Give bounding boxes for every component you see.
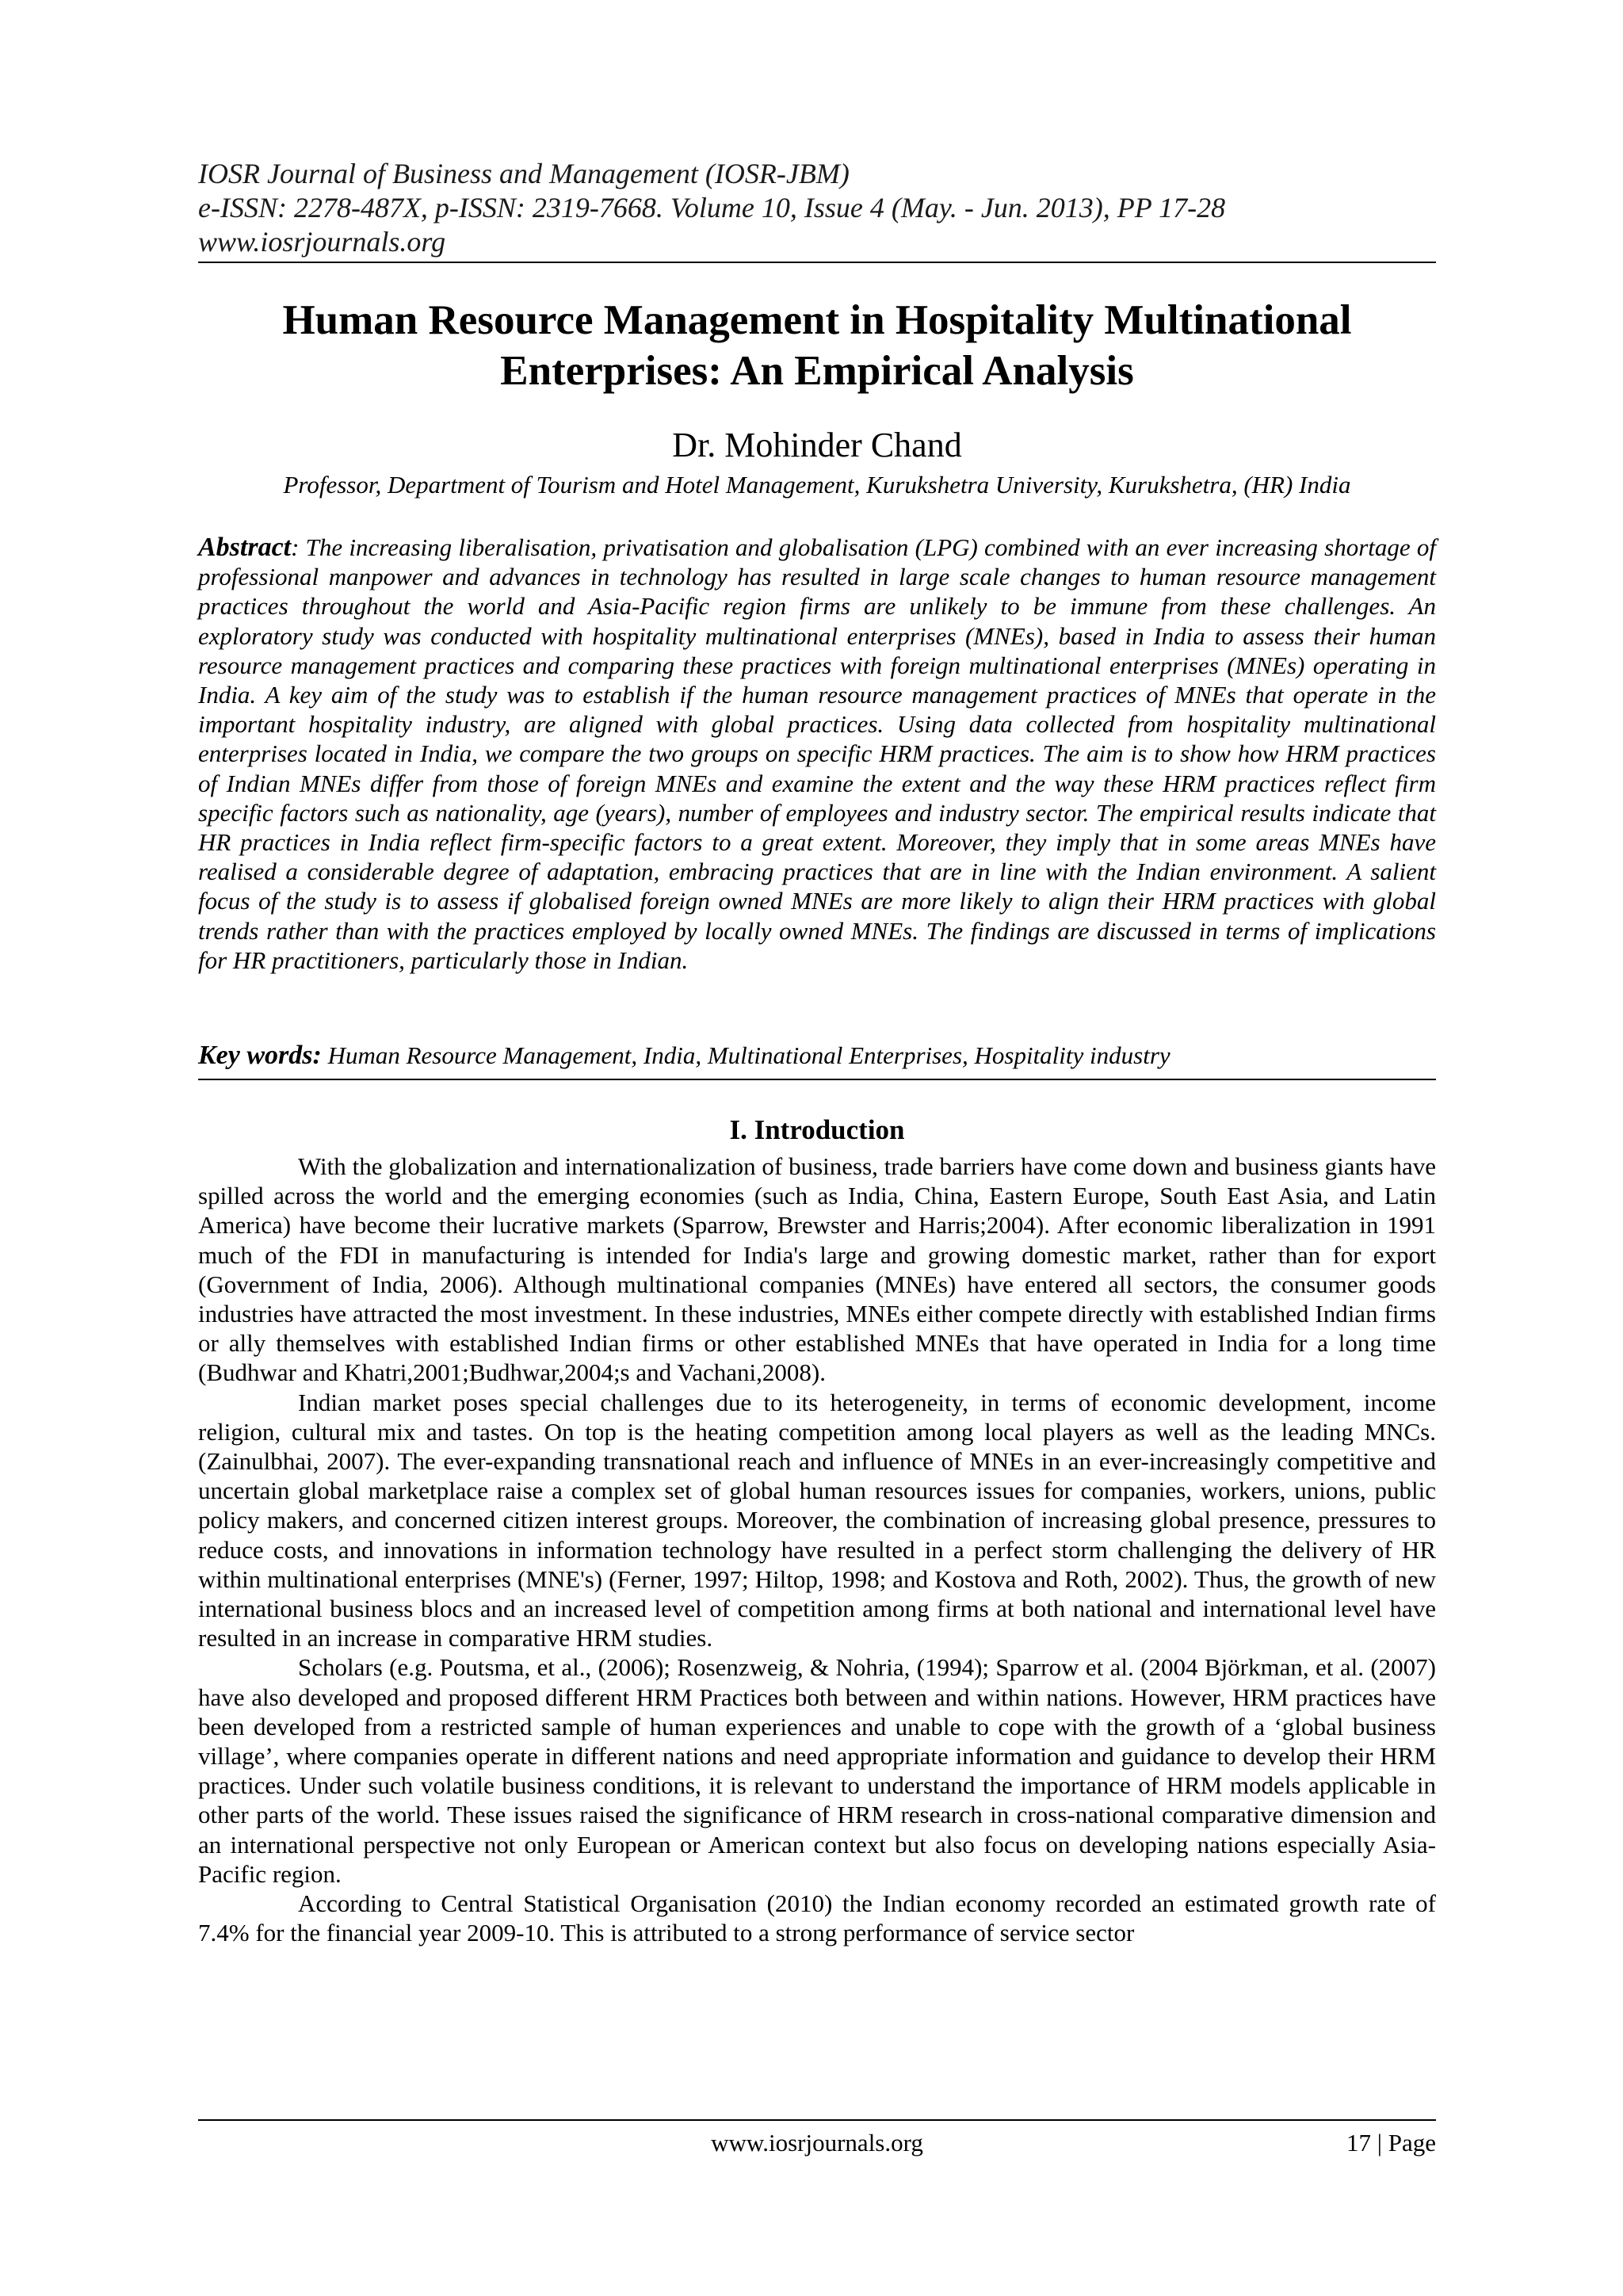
section-heading-introduction: I. Introduction <box>729 1114 905 1145</box>
journal-name: IOSR Journal of Business and Management (IOSR-JBM) <box>198 158 850 189</box>
paper-page <box>198 0 1436 2296</box>
paragraph: According to Central Statistical Organisation (2010) the Indian economy recorded an estimated growth rate of 7.4% for the financial year 2009-10. This is attributed to a strong performance of service sector <box>198 1889 1436 1947</box>
abstract-text: : The increasing liberalisation, privatisation and globalisation (LPG) combined with an ever increasing shortage of professional manpower and advances in technology has resulted in large scale changes to human resource management practices throughout the world and Asia-Pacific region firms are unlikely to be immune from these challenges. An exploratory study was conducted with hospitality multinational enterprises (MNEs), based in India to assess their human resource management practices and comparing these practices with foreign multinational enterprises (MNEs) operating in India. A key aim of the study was to establish if the human resource management practices of MNEs that operate in the important hospitality industry, are aligned with global practices. Using data collected from hospitality multinational enterprises located in India, we compare the two groups on specific HRM practices. The aim is to show how HRM practices of Indian MNEs differ from those of foreign MNEs and examine the extent and the way these HRM practices reflect firm specific factors such as nationality, age (years), number of employees and industry sector. The empirical results indicate that HR practices in India reflect firm-specific factors to a great extent. Moreover, they imply that in some areas MNEs have realised a considerable degree of adaptation, embracing practices that are in line with the Indian environment. A salient focus of the study is to assess if globalised foreign owned MNEs are more likely to align their HRM practices with global trends rather than with the practices employed by locally owned MNEs. The findings are discussed in terms of implications for HR practitioners, particularly those in Indian. <box>198 533 1436 974</box>
journal-website: www.iosrjournals.org <box>198 226 446 258</box>
page-footer <box>198 2127 1436 2159</box>
paper-title <box>198 295 1436 396</box>
journal-header <box>198 157 1436 259</box>
abstract-label: Abstract <box>198 533 292 562</box>
keywords <box>198 1040 1436 1072</box>
keywords-label: Key words: <box>198 1041 322 1070</box>
author-name: Dr. Mohinder Chand <box>672 426 962 464</box>
journal-issn: e-ISSN: 2278-487X, p-ISSN: 2319-7668. Volume 10, Issue 4 (May. - Jun. 2013), PP 17-28 <box>198 192 1226 223</box>
abstract <box>198 533 1436 975</box>
paragraph: Scholars (e.g. Poutsma, et al., (2006); Rosenzweig, & Nohria, (1994); Sparrow et al. (2004 Björkman, et al. (2007) have also developed and proposed different HRM Practices both between and within nations. However, HRM practices have been developed from a restricted sample of human experiences and unable to cope with the growth of a ‘global business village’, where companies operate in different nations and need appropriate information and guidance to develop their HRM practices. Under such volatile business conditions, it is relevant to understand the importance of HRM models applicable in other parts of the world. These issues raised the significance of HRM research in cross-national comparative dimension and an international perspective not only European or American context but also focus on developing nations especially Asia-Pacific region. <box>198 1653 1436 1888</box>
title-line-1: Human Resource Management in Hospitality Multinational <box>282 297 1352 343</box>
paragraph: Indian market poses special challenges due to its heterogeneity, in terms of economic development, income religion, cultural mix and tastes. On top is the heating competition among local players as well as the leading MNCs. (Zainulbhai, 2007). The ever-expanding transnational reach and influence of MNEs in an ever-increasingly competitive and uncertain global marketplace raise a complex set of global human resources issues for companies, workers, unions, public policy makers, and concerned citizen interest groups. Moreover, the combination of increasing global presence, pressures to reduce costs, and innovations in information technology have resulted in a perfect storm challenging the delivery of HR within multinational enterprises (MNE's) (Ferner, 1997; Hiltop, 1998; and Kostova and Roth, 2002). Thus, the growth of new international business blocs and an increased level of competition among firms at both national and international level have resulted in an increase in comparative HRM studies. <box>198 1388 1436 1652</box>
paragraph: With the globalization and internationalization of business, trade barriers have come down and business giants have spilled across the world and the emerging economies (such as India, China, Eastern Europe, South East Asia, and Latin America) have become their lucrative markets (Sparrow, Brewster and Harris;2004). After economic liberalization in 1991 much of the FDI in manufacturing is intended for India's large and growing domestic market, rather than for export (Government of India, 2006). Although multinational companies (MNEs) have entered all sectors, the consumer goods industries have attracted the most investment. In these industries, MNEs either compete directly with established Indian firms or ally themselves with established Indian firms or other established MNEs that have operated in India for a long time (Budhwar and Khatri,2001;Budhwar,2004;s and Vachani,2008). <box>198 1152 1436 1387</box>
header-divider <box>198 262 1436 263</box>
footer-website: www.iosrjournals.org <box>711 2129 923 2157</box>
footer-divider <box>198 2119 1436 2121</box>
author-affiliation: Professor, Department of Tourism and Hotel Management, Kurukshetra University, Kurukshetra, (HR) India <box>283 471 1351 499</box>
page-number: 17 | Page <box>1346 2129 1436 2157</box>
introduction-body <box>198 1152 1436 1947</box>
keywords-text: Human Resource Management, India, Multinational Enterprises, Hospitality industry <box>321 1041 1170 1069</box>
title-line-2: Enterprises: An Empirical Analysis <box>500 348 1134 394</box>
keywords-divider <box>198 1079 1436 1080</box>
